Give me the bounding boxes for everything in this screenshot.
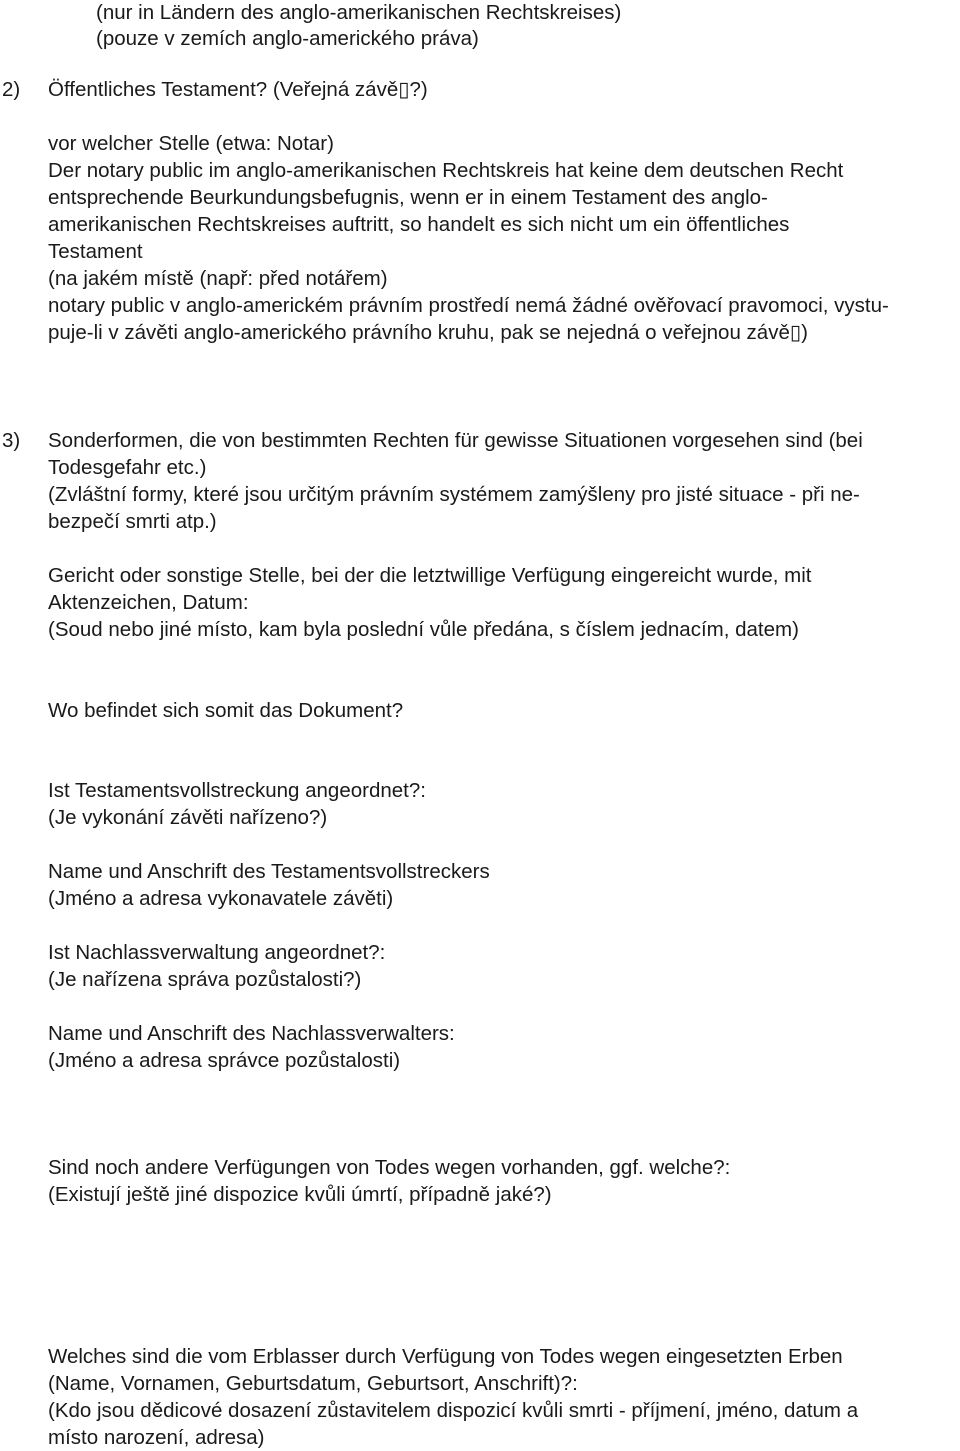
- intro-line-1: (nur in Ländern des anglo-amerikanischen Rechtskreises): [96, 1, 622, 24]
- item2-title: Öffentliches Testament? (Veřejná závě▯?): [48, 78, 428, 101]
- item3-cz-line-2: bezpečí smrti atp.): [48, 510, 217, 533]
- execution-cz: (Je vykonání závěti nařízeno?): [48, 806, 328, 829]
- heirs-de-line-2: (Name, Vornamen, Geburtsdatum, Geburtsort, Anschrift)?:: [48, 1372, 578, 1395]
- executor-cz: (Jméno a adresa vykonavatele závěti): [48, 887, 394, 910]
- location-question: Wo befindet sich somit das Dokument?: [48, 699, 404, 722]
- heirs-de-line-1: Welches sind die vom Erblasser durch Verfügung von Todes wegen eingesetzten Erben: [48, 1345, 843, 1368]
- administration-de: Ist Nachlassverwaltung angeordnet?:: [48, 941, 386, 964]
- item2-cz-line-3: puje-li v závěti anglo-amerického právního kruhu, pak se nejedná o veřejnou závě▯): [48, 321, 808, 344]
- intro-line-2: (pouze v zemích anglo-amerického práva): [96, 27, 479, 50]
- item2-de-line-4: amerikanischen Rechtskreises auftritt, so handelt es sich nicht um ein öffentliches: [48, 213, 790, 236]
- administrator-de: Name und Anschrift des Nachlassverwalters:: [48, 1022, 455, 1045]
- item2-cz-line-1: (na jakém místě (např: před notářem): [48, 267, 388, 290]
- court-cz-line-1: (Soud nebo jiné místo, kam byla poslední vůle předána, s číslem jednacím, datem): [48, 618, 799, 641]
- item2-cz-line-2: notary public v anglo-americkém právním prostředí nemá žádné ověřovací pravomoci, vystu-: [48, 294, 889, 317]
- item3-cz-line-1: (Zvláštní formy, které jsou určitým právním systémem zamýšleny pro jisté situace - při ne-: [48, 483, 860, 506]
- item2-de-line-3: entsprechende Beurkundungsbefugnis, wenn er in einem Testament des anglo-: [48, 186, 768, 209]
- item2-number: 2): [2, 78, 21, 101]
- item2-de-line-2: Der notary public im anglo-amerikanischen Rechtskreis hat keine dem deutschen Recht: [48, 159, 844, 182]
- item3-de-line-2: Todesgefahr etc.): [48, 456, 207, 479]
- other-dispositions-cz: (Existují ještě jiné dispozice kvůli úmrtí, případně jaké?): [48, 1183, 552, 1206]
- executor-de: Name und Anschrift des Testamentsvollstreckers: [48, 860, 490, 883]
- administration-cz: (Je nařízena správa pozůstalosti?): [48, 968, 362, 991]
- other-dispositions-de: Sind noch andere Verfügungen von Todes wegen vorhanden, ggf. welche?:: [48, 1156, 731, 1179]
- item3-number: 3): [2, 429, 21, 452]
- heirs-cz-line-1: (Kdo jsou dědicové dosazení zůstavitelem dispozicí kvůli smrti - příjmení, jméno, datum a: [48, 1399, 859, 1422]
- court-de-line-2: Aktenzeichen, Datum:: [48, 591, 249, 614]
- item2-de-line-5: Testament: [48, 240, 143, 263]
- heirs-cz-line-2: místo narození, adresa): [48, 1426, 265, 1449]
- item2-de-line-1: vor welcher Stelle (etwa: Notar): [48, 132, 334, 155]
- administrator-cz: (Jméno a adresa správce pozůstalosti): [48, 1049, 401, 1072]
- court-de-line-1: Gericht oder sonstige Stelle, bei der die letztwillige Verfügung eingereicht wurde, mit: [48, 564, 812, 587]
- item3-de-line-1: Sonderformen, die von bestimmten Rechten für gewisse Situationen vorgesehen sind (bei: [48, 429, 863, 452]
- execution-de: Ist Testamentsvollstreckung angeordnet?:: [48, 779, 426, 802]
